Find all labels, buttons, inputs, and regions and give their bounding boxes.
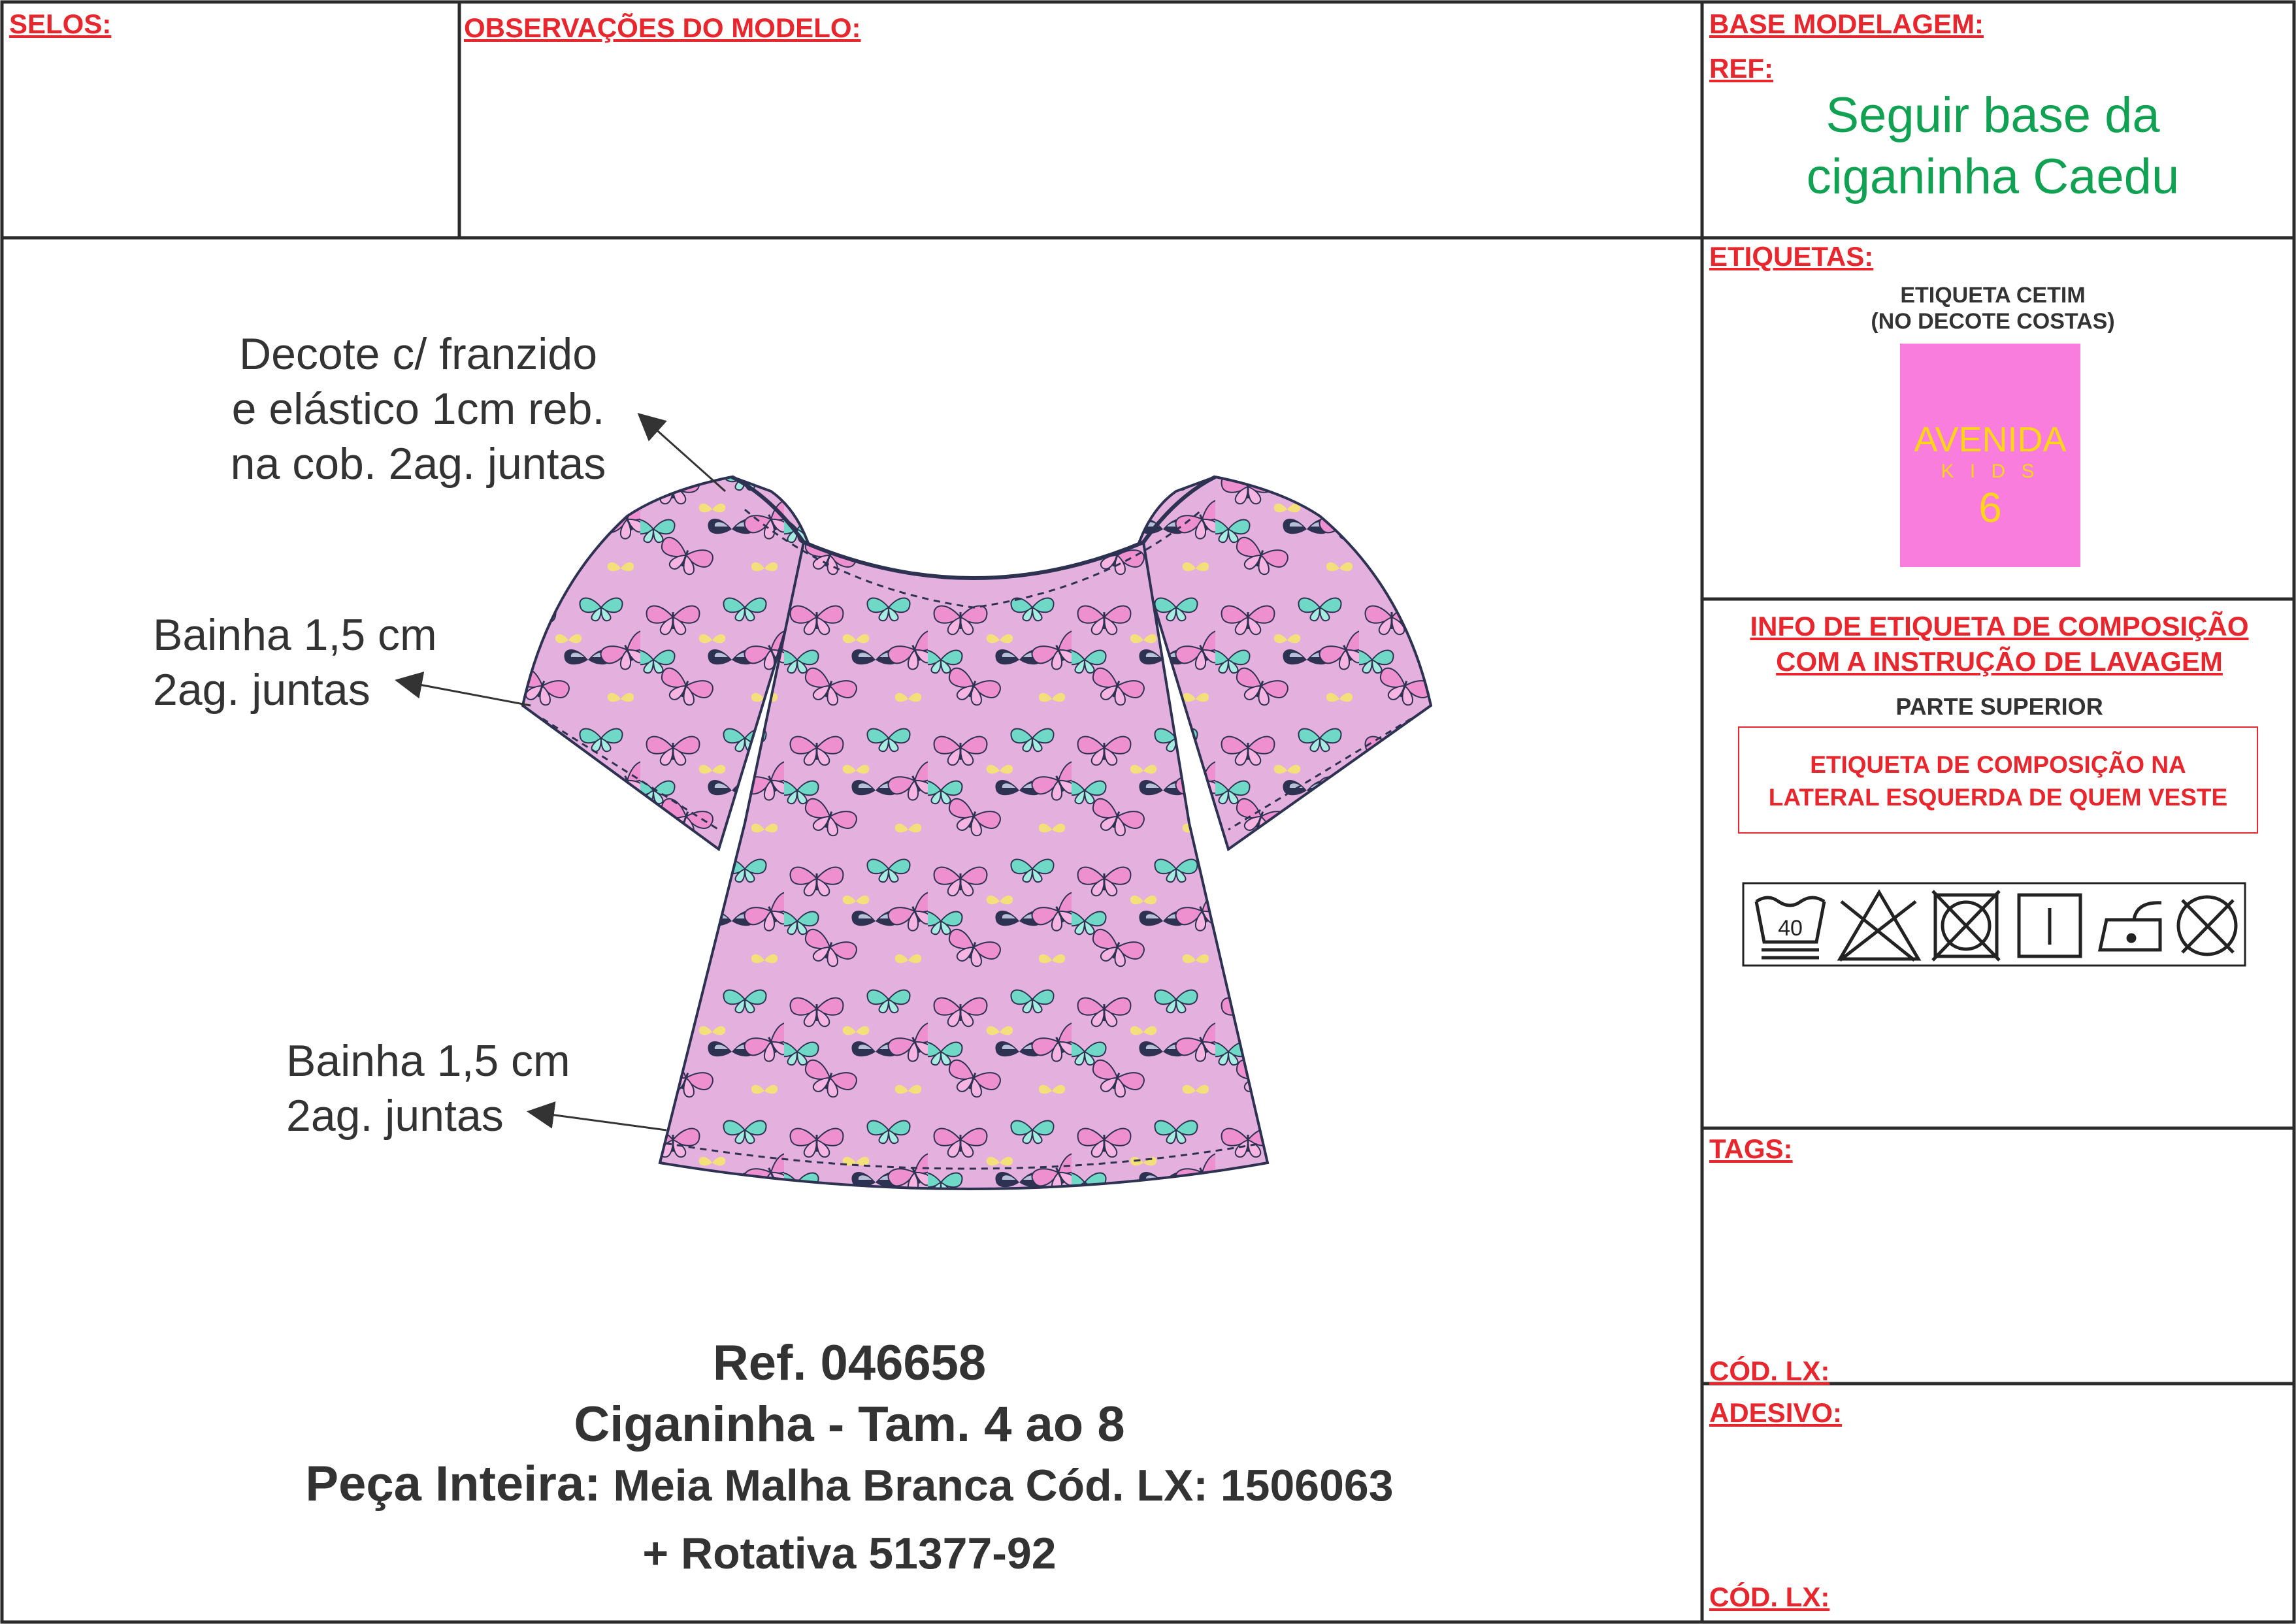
product-reference	[13, 1333, 1686, 1580]
bainha-barra-annotation	[286, 1033, 570, 1143]
peca-label: Peça Inteira:	[305, 1456, 601, 1512]
bainha-manga-line2: 2ag. juntas	[153, 665, 370, 715]
decote-line2: e elástico 1cm reb.	[231, 384, 605, 434]
observacoes-header: OBSERVAÇÕES DO MODELO:	[464, 12, 861, 43]
product-peca	[13, 1455, 1686, 1527]
product-ref: Ref. 046658	[712, 1335, 987, 1391]
cod-lx-tags-header: CÓD. LX:	[1709, 1356, 1830, 1386]
etiquetas-header: ETIQUETAS:	[1709, 241, 1874, 272]
cod-lx-adesivo-header: CÓD. LX:	[1709, 1582, 1830, 1612]
adesivo-header: ADESIVO:	[1709, 1397, 1843, 1428]
etiqueta-title-line2: (NO DECOTE COSTAS)	[1871, 309, 2115, 334]
decote-annotation	[209, 327, 627, 491]
decote-arrow	[640, 415, 725, 491]
parte-superior: PARTE SUPERIOR	[1895, 693, 2103, 720]
composicao-box-line1: ETIQUETA DE COMPOSIÇÃO NA	[1810, 751, 2186, 778]
brand-size: 6	[1978, 484, 2002, 531]
bainha-manga-annotation	[153, 608, 437, 717]
wash-temp-text: 40	[1778, 916, 1803, 941]
brand-name: AVENIDA	[1914, 420, 2067, 459]
product-rotativa: + Rotativa 51377-92	[642, 1529, 1057, 1578]
bainha-barra-line2: 2ag. juntas	[286, 1091, 504, 1141]
tags-header: TAGS:	[1709, 1133, 1793, 1164]
base-modelagem-line1: Seguir base da	[1826, 88, 2160, 143]
etiqueta-title-line1: ETIQUETA CETIM	[1900, 283, 2086, 308]
composicao-title-line1: INFO DE ETIQUETA DE COMPOSIÇÃO	[1750, 611, 2249, 641]
bainha-barra-line1: Bainha 1,5 cm	[286, 1036, 570, 1086]
selos-header: SELOS:	[9, 8, 112, 39]
base-modelagem-header: BASE MODELAGEM:	[1709, 8, 1984, 39]
base-modelagem-line2: ciganinha Caedu	[1806, 149, 2180, 204]
composicao-title-line2: COM A INSTRUÇÃO DE LAVAGEM	[1776, 646, 2223, 677]
composicao-box-line2: LATERAL ESQUERDA DE QUEM VESTE	[1768, 784, 2228, 811]
product-name: Ciganinha - Tam. 4 ao 8	[574, 1397, 1125, 1452]
brand-sub: K I D S	[1941, 461, 2040, 482]
peca-value: Meia Malha Branca Cód. LX: 1506063	[600, 1461, 1394, 1510]
bainha-manga-line1: Bainha 1,5 cm	[153, 610, 437, 660]
decote-line3: na cob. 2ag. juntas	[230, 439, 606, 489]
ref-header: REF:	[1709, 53, 1773, 84]
decote-line1: Decote c/ franzido	[238, 329, 598, 379]
